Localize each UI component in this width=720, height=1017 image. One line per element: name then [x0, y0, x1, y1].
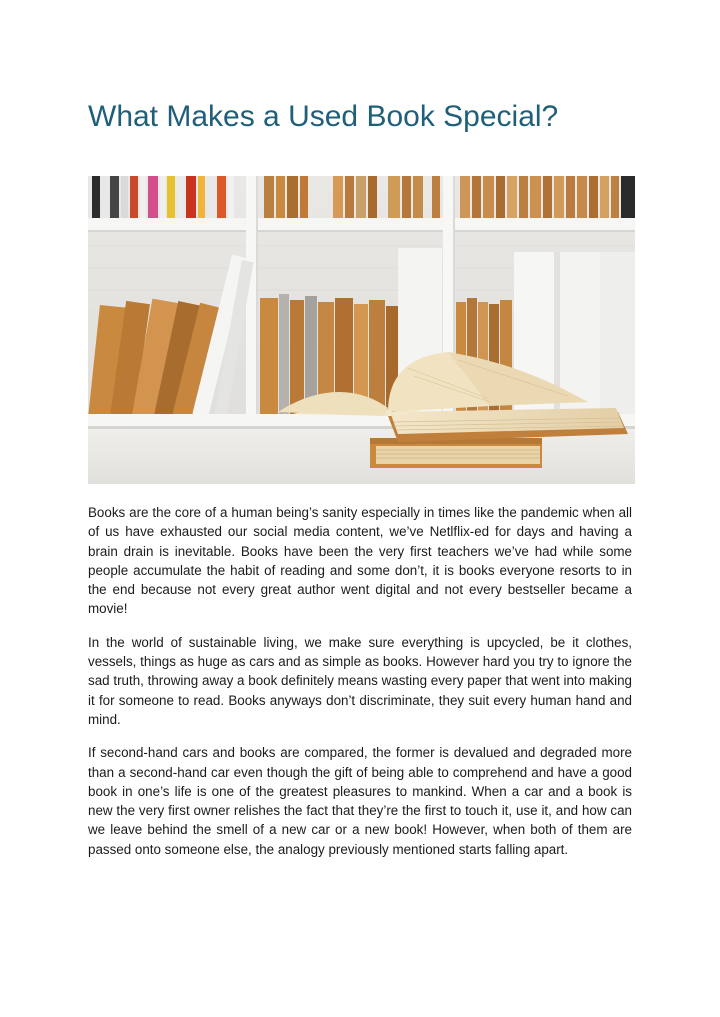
bookshelf-with-open-book-icon — [88, 176, 635, 484]
page-title: What Makes a Used Book Special? — [88, 100, 559, 133]
bookshelf-photo — [88, 176, 635, 484]
article-body — [88, 503, 632, 873]
paragraph: If second-hand cars and books are compared, the former is devalued and degraded more than a second-hand car even though the gift of being able to comprehend and have a good book in one’s life is one of the greatest pleasures to mankind. When a car and a book is new the very first owner relishes the fact that they’re the first to touch it, use it, and how can we leave behind the smell of a new car or a new book! However, when both of them are passed onto someone else, the analogy previously mentioned starts falling apart. — [88, 745, 632, 857]
paragraph: Books are the core of a human being’s sanity especially in times like the pandemic when all of us have exhausted our social media content, we’ve Netlflix-ed for days and having a brain drain is inevitable. Books have been the very first teachers we’ve had while some people accumulate the habit of reading and some don’t, it is books everyone resorts to in the end because not every great author went digital and not every bestseller became a movie! — [88, 505, 632, 617]
paragraph: In the world of sustainable living, we make sure everything is upcycled, be it clothes, vessels, things as huge as cars and as simple as books. However hard you try to ignore the sad truth, throwing away a book definitely means wasting every paper that went into making it for someone to read. Books anyways don’t discriminate, they suit every human hand and mind. — [88, 634, 632, 727]
